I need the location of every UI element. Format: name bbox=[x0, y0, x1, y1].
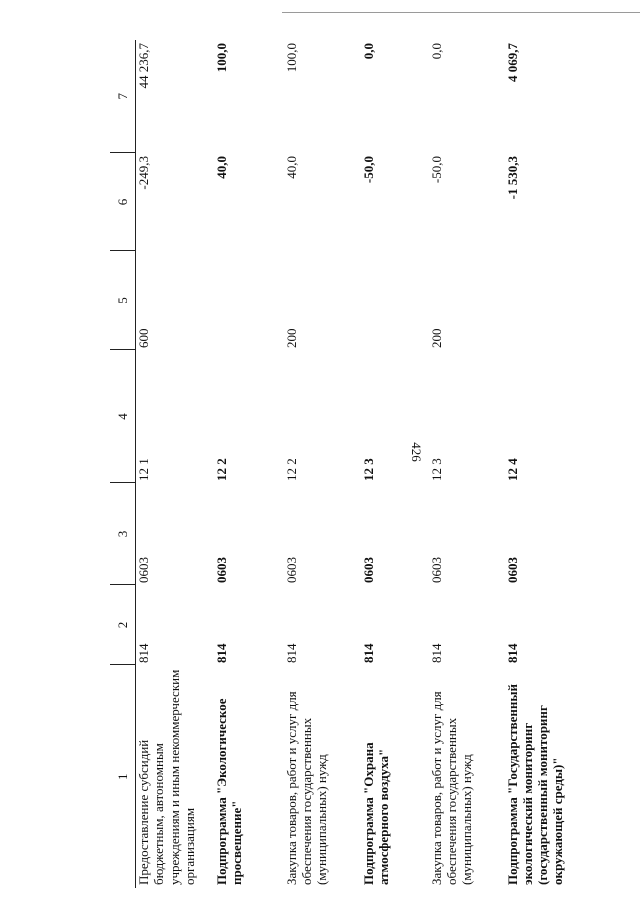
row-change: -50,0 bbox=[360, 156, 376, 184]
row-name: Подпрограмма "Государственный экологический мониторинг (государственный мониторинг окружающей среды)" bbox=[504, 683, 566, 885]
header-col-7: 7 bbox=[110, 40, 136, 153]
row-type: 200 bbox=[428, 328, 444, 348]
row-name: Предоставление субсидий бюджетным, автономным учреждениям и иным некоммерческим организациям bbox=[136, 669, 197, 885]
row-section: 0603 bbox=[213, 557, 229, 583]
row-section: 0603 bbox=[504, 557, 520, 583]
row-total: 100,0 bbox=[283, 43, 299, 73]
row-section: 0603 bbox=[283, 557, 299, 583]
row-total: 0,0 bbox=[360, 43, 376, 60]
table-row bbox=[214, 40, 284, 888]
header-col-5: 5 bbox=[110, 251, 136, 350]
header-col-3: 3 bbox=[110, 483, 136, 585]
row-target: 12 1 bbox=[136, 458, 151, 481]
row-name: Закупка товаров, работ и услуг для обеспечения государственных (муниципальных) нужд bbox=[283, 691, 330, 885]
row-type bbox=[505, 251, 566, 350]
row-total: 4 069,7 bbox=[504, 43, 520, 82]
row-change: 40,0 bbox=[283, 156, 299, 179]
row-name: Подпрограмма "Охрана атмосферного воздуха" bbox=[360, 742, 391, 885]
row-target: 12 3 bbox=[360, 458, 376, 481]
row-type: 200 bbox=[283, 328, 299, 348]
header-col-4: 4 bbox=[110, 350, 136, 483]
row-change: -50,0 bbox=[428, 156, 444, 184]
row-section: 0603 bbox=[428, 557, 444, 583]
page-number: 426 bbox=[409, 442, 424, 462]
row-type bbox=[361, 251, 429, 350]
row-change: -249,3 bbox=[136, 156, 151, 190]
row-name: Закупка товаров, работ и услуг для обеспечения государственных (муниципальных) нужд bbox=[428, 691, 475, 885]
row-type: 600 bbox=[136, 328, 151, 348]
row-change: -1 530,3 bbox=[504, 156, 520, 200]
table-row bbox=[284, 40, 361, 888]
row-name: Подпрограмма "Экологическое просвещение" bbox=[213, 698, 244, 885]
row-section: 0603 bbox=[136, 557, 151, 583]
header-row bbox=[110, 40, 136, 888]
row-total: 0,0 bbox=[428, 43, 444, 60]
budget-table bbox=[110, 40, 566, 888]
row-code: 814 bbox=[428, 643, 444, 663]
row-target: 12 2 bbox=[283, 458, 299, 481]
header-col-2: 2 bbox=[110, 585, 136, 665]
table-row bbox=[361, 40, 429, 888]
row-total: 44 236,7 bbox=[136, 43, 151, 89]
row-section: 0603 bbox=[360, 557, 376, 583]
row-code: 814 bbox=[213, 643, 229, 663]
table-row bbox=[429, 40, 505, 888]
table-row bbox=[505, 40, 566, 888]
row-target: 12 2 bbox=[213, 458, 229, 481]
row-target: 12 3 bbox=[428, 458, 444, 481]
row-code: 814 bbox=[504, 643, 520, 663]
row-code: 814 bbox=[136, 643, 151, 663]
row-code: 814 bbox=[283, 643, 299, 663]
table-row bbox=[136, 40, 214, 888]
row-total: 100,0 bbox=[213, 43, 229, 73]
row-change: 40,0 bbox=[213, 156, 229, 179]
top-rule bbox=[282, 12, 640, 13]
header-col-6: 6 bbox=[110, 153, 136, 251]
budget-table-container bbox=[110, 40, 566, 888]
row-code: 814 bbox=[360, 643, 376, 663]
row-target: 12 4 bbox=[504, 458, 520, 481]
row-type bbox=[214, 251, 284, 350]
header-col-1: 1 bbox=[110, 665, 136, 888]
